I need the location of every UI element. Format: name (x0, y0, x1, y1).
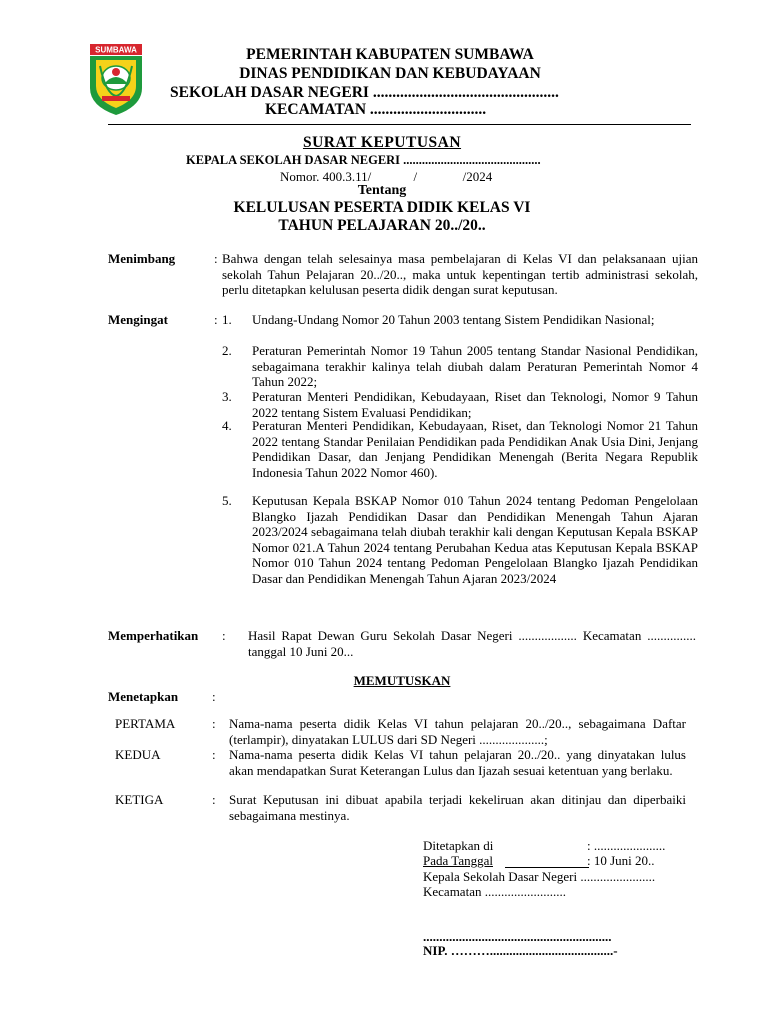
decision-text-second: Nama-nama peserta didik Kelas VI tahun pelajaran 20../20.. yang dinyatakan lulus akan mendapatkan Surat Keterangan Lulus dan Ijazah sesuai ketentuan yang berlaku. (229, 747, 686, 778)
mengingat-label: Mengingat (108, 312, 168, 327)
decision-label-third: KETIGA (115, 792, 164, 807)
subject-line-2: TAHUN PELAJARAN 20../20.. (278, 217, 486, 234)
memperhatikan-label: Memperhatikan (108, 628, 199, 643)
signatory-name: .......................................................... (423, 929, 612, 944)
letterhead-line-government: PEMERINTAH KABUPATEN SUMBAWA (246, 46, 534, 63)
about-label: Tentang (357, 183, 407, 198)
list-number: 5. (222, 493, 232, 508)
signatory-nip: NIP. ………......................................- (423, 943, 618, 958)
signature-position-line-2: Kecamatan ......................... (423, 884, 566, 899)
signature-position-line-1: Kepala Sekolah Dasar Negeri ....................... (423, 869, 656, 884)
decision-colon: : (212, 747, 216, 762)
memperhatikan-colon: : (222, 628, 226, 643)
list-text: Keputusan Kepala BSKAP Nomor 010 Tahun 2024 tentang Pedoman Pengelolaan Blangko Ijazah Pendidikan Dasar dan Pendidikan Menengah Tahun Ajaran 2023/2024 sebagaimana telah diubah terakhir kali dengan Keputusan Kepala BSKAP Nomor 021.A Tahun 2024 tentang Perubahan Kedua atas Keputusan Kepala BSKAP Nomor 010 Tahun 2024 tentang Pedoman Pengelolaan Blangko Ijazah Pendidikan Dasar dan Pendidikan Menengah Tahun Ajaran 2023/2024 (252, 493, 698, 586)
menimbang-colon: : (214, 251, 218, 266)
decision-text-third: Surat Keputusan ini dibuat apabila terjadi kekeliruan akan ditinjau dan diperbaiki sebagaimana mestinya. (229, 792, 686, 823)
signature-place-label: Ditetapkan di (423, 838, 494, 853)
list-text: Peraturan Menteri Pendidikan, Kebudayaan, Riset, dan Teknologi Nomor 21 Tahun 2022 tentang Standar Penilaian Pendidikan pada Pendidikan Anak Usia Dini, Jenjang Pendidikan Dasar, dan Jenjang Pendidikan Menengah (Berita Negara Republik Indonesia Tahun 2022 Nomor 460). (252, 418, 698, 480)
letterhead-line-school: SEKOLAH DASAR NEGERI ................................................ (170, 84, 559, 101)
list-text: Undang-Undang Nomor 20 Tahun 2003 tentang Sistem Pendidikan Nasional; (252, 312, 655, 327)
menetapkan-colon: : (212, 689, 216, 704)
letterhead-divider (108, 124, 691, 125)
issuer-line: KEPALA SEKOLAH DASAR NEGERI ............................................ (186, 153, 541, 167)
list-number: 4. (222, 418, 232, 433)
signature-date-underline (505, 867, 589, 868)
decision-label-second: KEDUA (115, 747, 161, 762)
list-number: 1. (222, 312, 232, 327)
menimbang-text: Bahwa dengan telah selesainya masa pembelajaran di Kelas VI dan pelaksanaan ujian sekolah Tahun Pelajaran 20../20.., maka untuk kepentingan tertib administrasi sekolah, perlu ditetapkan kelulusan peserta didik dengan surat keputusan. (222, 251, 698, 298)
list-text: Peraturan Menteri Pendidikan, Kebudayaan, Riset dan Teknologi, Nomor 9 Tahun 2022 tentang Sistem Evaluasi Pendidikan; (252, 389, 698, 420)
decision-colon: : (212, 792, 216, 807)
list-text: Peraturan Pemerintah Nomor 19 Tahun 2005 tentang Standar Nasional Pendidikan, sebagaimana terakhir kalinya telah diubah dalam Peraturan Pemerintah Nomor 4 Tahun 2022; (252, 343, 698, 390)
letterhead-line-district: KECAMATAN .............................. (265, 101, 487, 118)
decision-text-first: Nama-nama peserta didik Kelas VI tahun pelajaran 20../20.., sebagaimana Daftar (terlampir), dinyatakan LULUS dari SD Negeri ....................; (229, 716, 686, 747)
signature-place-value: : ...................... (587, 838, 666, 853)
signature-date-label-text: Pada Tanggal (423, 853, 493, 868)
list-number: 3. (222, 389, 232, 404)
menimbang-label: Menimbang (108, 251, 176, 266)
subject-line-1: KELULUSAN PESERTA DIDIK KELAS VI (233, 199, 531, 216)
regency-emblem-logo (88, 44, 144, 116)
decision-heading: MEMUTUSKAN (353, 673, 451, 688)
decision-colon: : (212, 716, 216, 731)
mengingat-colon: : (214, 312, 218, 327)
signature-date-value: : 10 Juni 20.. (587, 853, 655, 868)
document-title: SURAT KEPUTUSAN (302, 134, 462, 151)
letterhead-line-agency: DINAS PENDIDIKAN DAN KEBUDAYAAN (239, 65, 541, 82)
document-number: Nomor. 400.3.11/ / /2024 (280, 169, 493, 184)
menetapkan-label: Menetapkan (108, 689, 179, 704)
list-number: 2. (222, 343, 232, 358)
logo-text: SUMBAWA (95, 45, 137, 55)
decision-label-first: PERTAMA (115, 716, 176, 731)
memperhatikan-text: Hasil Rapat Dewan Guru Sekolah Dasar Negeri .................. Kecamatan ............... tanggal 10 Juni 20... (248, 628, 696, 659)
